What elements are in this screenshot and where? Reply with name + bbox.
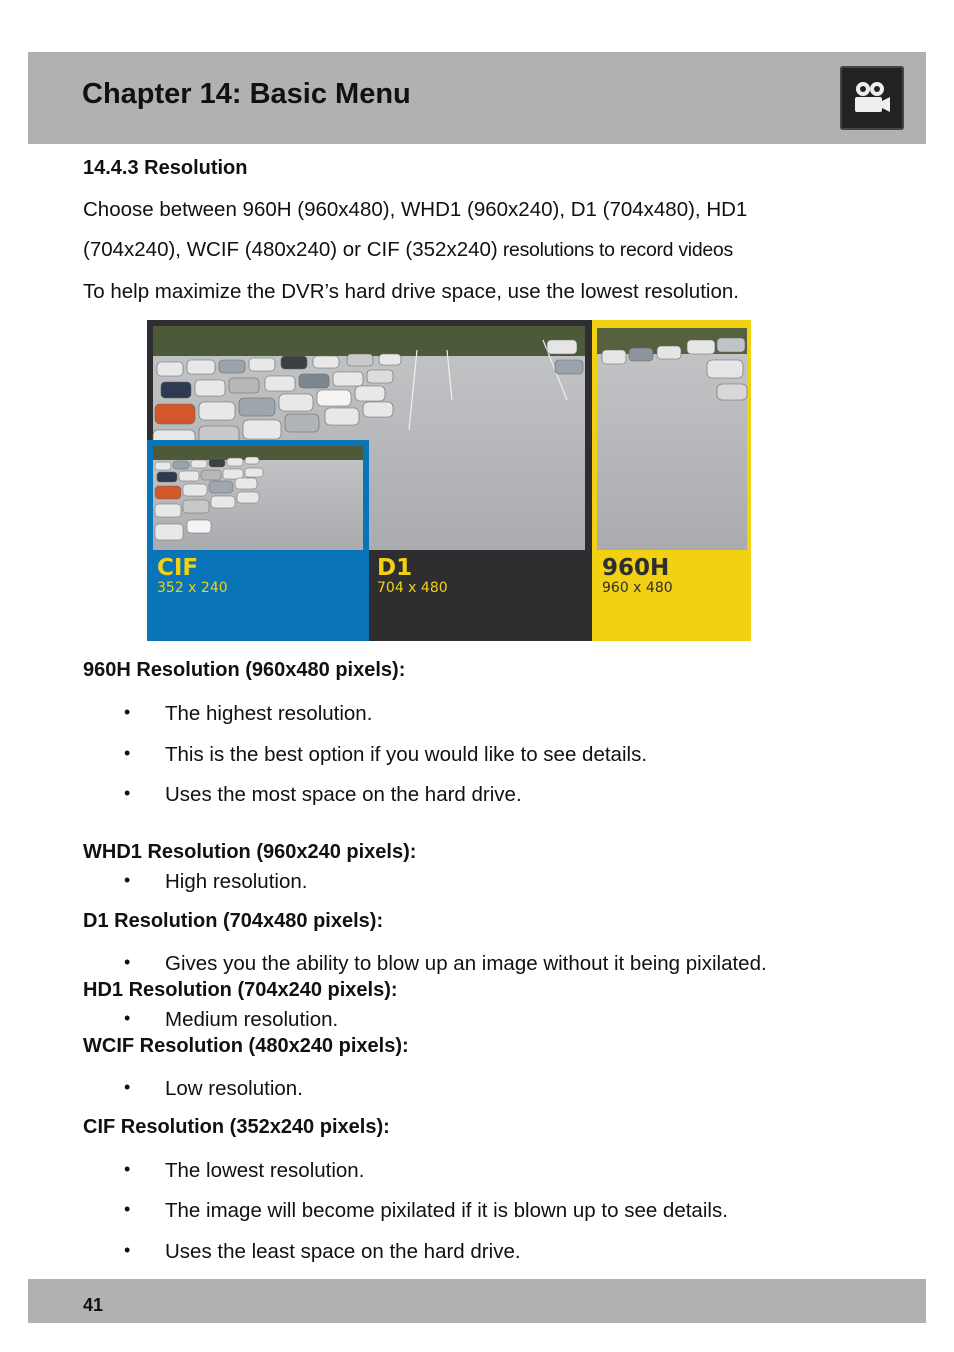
intro-line-1: Choose between 960H (960x480), WHD1 (960x240), D1 (704x480), HD1 [83,198,748,221]
res-d1-heading: D1 Resolution (704x480 pixels): [83,910,384,932]
chapter-header [28,52,926,144]
bullet-icon: • [124,1199,131,1219]
page-footer [28,1279,926,1323]
bullet-icon: • [124,952,131,972]
res-whd1-heading: WHD1 Resolution (960x240 pixels): [83,841,417,863]
intro-line-2 [83,238,733,262]
page-number: 41 [83,1295,104,1315]
res-wcif-heading: WCIF Resolution (480x240 pixels): [83,1035,409,1057]
bullet-icon: • [124,1240,131,1260]
bullet-icon: • [124,1159,131,1179]
d1-size-label: 704 x 480 [377,580,448,596]
cif-size-label: 352 x 240 [157,580,228,596]
bullet-icon: • [124,702,131,722]
bullet-icon: • [124,783,131,803]
section-heading: 14.4.3 Resolution [83,157,248,179]
chapter-title: Chapter 14: Basic Menu [82,78,411,110]
bullet-icon: • [124,743,131,763]
bullet-icon: • [124,1008,131,1028]
res-cif-heading: CIF Resolution (352x240 pixels): [83,1116,390,1138]
res-hd1-heading: HD1 Resolution (704x240 pixels): [83,979,398,1001]
d1-label: D1 [377,555,413,581]
intro-line-3: To help maximize the DVR’s hard drive space, use the lowest resolution. [83,280,739,303]
res-960h-heading: 960H Resolution (960x480 pixels): [83,659,406,681]
cif-label: CIF [157,555,199,581]
intro-line-2-b: resolutions to record videos [497,239,733,261]
bullet-icon: • [124,870,131,890]
bullet-icon: • [124,1077,131,1097]
960h-label: 960H [602,555,670,581]
resolution-comparison-image [147,320,751,641]
intro-line-2-a: (704x240), WCIF (480x240) or CIF (352x240) [83,238,498,261]
960h-size-label: 960 x 480 [602,580,673,596]
video-camera-icon [840,66,904,130]
